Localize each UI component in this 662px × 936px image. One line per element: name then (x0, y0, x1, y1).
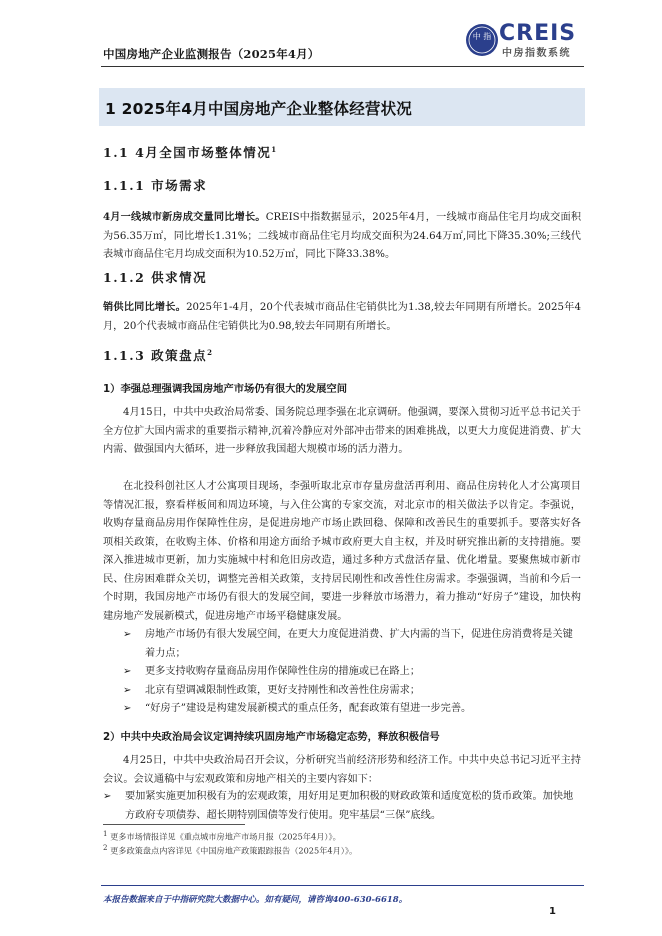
lead-supply-demand: 销供比同比增长。 (103, 301, 187, 313)
bullet-text: “好房子”建设是构建发展新模式的重点任务，配套政策有望进一步完善。 (145, 703, 472, 714)
paragraph-market-demand (103, 208, 581, 265)
text-market-demand: CREIS中指数据显示，2025年4月，一线城市商品住宅月均成交面积为56.35万㎡，同比增长1.31%；二线城市商品住宅月均成交面积为24.64万㎡,同比下降35.30%;三线代表城市商品住宅月均成交面积为10.52万㎡，同比下降33.38%。 (103, 212, 582, 260)
footnote-1-mark: 1 (103, 830, 108, 838)
policy-2-heading: 2）中共中央政治局会议定调持续巩固房地产市场稳定态势，释放积极信号 (103, 731, 440, 743)
heading-1-1-1: 1.1.1 市场需求 (103, 178, 208, 193)
heading-1-1-label: 1.1 4月全国市场整体情况 (103, 145, 272, 160)
footnote-2-mark: 2 (103, 844, 108, 852)
policy-1-paragraph-1: 4月15日，中共中央政治局常委、国务院总理李强在北京调研。他强调，要深入贯彻习近平总书记关于全方位扩大国内需求的重要指示精神,沉着冷静应对外部冲击带来的困难挑战，以更大力度促进消费、扩大内需、做强国内大循环，进一步释放我国超大规模市场的活力潜力。 (103, 407, 581, 455)
bullet-text: 要加紧实施更加积极有为的宏观政策，用好用足更加积极的财政政策和适度宽松的货币政策。加快地方政府专项债券、超长期特别国债等发行使用。兜牢基层“三保”底线。 (125, 791, 574, 821)
policy-1-bullet-4 (123, 700, 581, 719)
footnote-1-text: 更多市场情报详见《重点城市房地产市场月报（2025年4月）》。 (110, 831, 341, 842)
logo-wordmark: CREIS (499, 21, 577, 46)
paragraph-supply-demand (103, 298, 581, 336)
footer-divider (101, 885, 584, 886)
arrowhead-icon: ➢ (103, 791, 112, 802)
bullet-text: 更多支持收购存量商品房用作保障性住房的措施或已在路上； (145, 666, 421, 677)
heading-1-1-3-label: 1.1.3 政策盘点 (103, 348, 208, 363)
lead-market-demand: 4月一线城市新房成交量同比增长。 (103, 211, 266, 223)
policy-1-heading: 1）李强总理强调我国房地产市场仍有很大的发展空间 (103, 383, 347, 395)
footnote-divider (103, 824, 245, 825)
page-number: 1 (549, 906, 556, 917)
heading-1-1 (103, 143, 278, 161)
arrowhead-icon: ➢ (123, 666, 132, 677)
heading-1-1-3 (103, 346, 214, 364)
text-supply-demand: 2025年1-4月，20个代表城市商品住宅销供比为1.38,较去年同期有所增长。2025年4月，20个代表城市商品住宅销供比为0.98,较去年同期有所增长。 (103, 302, 581, 332)
heading-1-1-2: 1.1.2 供求情况 (103, 270, 208, 285)
footnote-2 (103, 844, 357, 857)
footnote-ref-2: 2 (207, 347, 214, 357)
footer-note: 本报告数据来自于中指研究院大数据中心。如有疑问，请咨询400-630-6618。 (103, 895, 408, 905)
policy-1-bullet-1 (123, 626, 581, 663)
arrowhead-icon: ➢ (123, 685, 132, 696)
section-title: 1 2025年4月中国房地产企业整体经营状况 (105, 100, 413, 118)
footnote-2-text: 更多政策盘点内容详见《中国房地产政策跟踪报告（2025年4月）》。 (110, 845, 358, 856)
logo-seal-text: 中 指 (472, 32, 492, 41)
footnote-1 (103, 830, 341, 843)
policy-1-bullet-3 (123, 682, 581, 701)
arrowhead-icon: ➢ (123, 703, 132, 714)
header-divider (101, 66, 584, 67)
header-title: 中国房地产企业监测报告（2025年4月） (103, 47, 320, 61)
footnote-ref-1: 1 (271, 144, 278, 154)
bullet-text: 房地产市场仍有很大发展空间，在更大力度促进消费、扩大内需的当下，促进住房消费将是关键着力点； (145, 629, 573, 659)
policy-1-bullet-2 (123, 663, 581, 682)
logo-subtitle: 中房指数系统 (502, 48, 571, 59)
policy-2-bullet-1 (103, 788, 581, 825)
bullet-text: 北京有望调减限制性政策，更好支持刚性和改善性住房需求； (145, 685, 421, 696)
arrowhead-icon: ➢ (123, 629, 132, 640)
policy-1-paragraph-2: 在北投科创社区人才公寓项目现场，李强听取北京市存量房盘活再利用、商品住房转化人才公寓项目等情况汇报，察看样板间和周边环境，与入住公寓的专家交流，对北京市的相关做法予以肯定。李强说，收购存量商品房用作保障性住房，是促进房地产市场止跌回稳、保障和改善民生的重要抓手。要落实好各项相关政策，在收购主体、价格和用途方面给予城市政府更大自主权，并及时研究推出新的支持措施。要深入推进城市更新，加力实施城中村和危旧房改造，通过多种方式盘活存量、优化增量。要聚焦城市新市民、住房困难群众关切，调整完善相关政策，支持居民刚性和改善性住房需求。李强强调，当前和今后一个时期，我国房地产市场仍有很大的发展空间，要进一步释放市场潜力，着力推动“好房子”建设，加快构建房地产发展新模式，促进房地产市场平稳健康发展。 (103, 481, 581, 622)
policy-2-paragraph-1: 4月25日，中共中央政治局召开会议，分析研究当前经济形势和经济工作。中共中央总书记习近平主持会议。会议通稿中与宏观政策和房地产相关的主要内容如下： (103, 755, 581, 785)
